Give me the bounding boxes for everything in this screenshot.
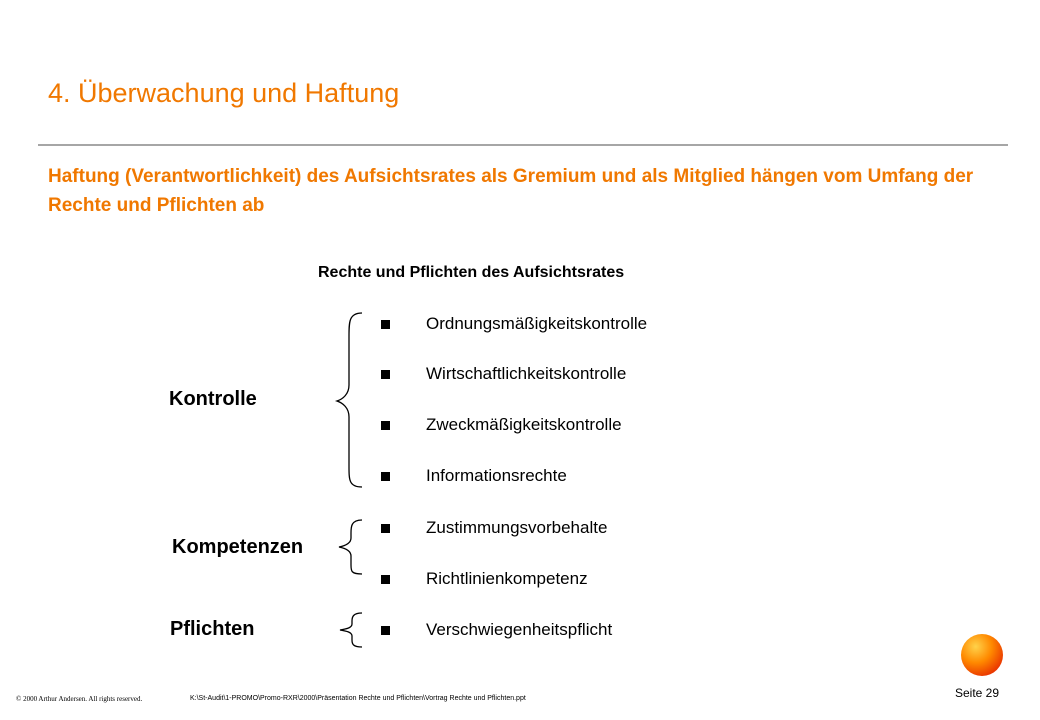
- list-item: [381, 414, 622, 436]
- slide-title: 4. Überwachung und Haftung: [48, 78, 400, 108]
- item-text: Richtlinienkompetenz: [426, 569, 588, 588]
- page-number: Seite 29: [955, 686, 1000, 700]
- orange-sphere-logo-icon: [961, 634, 1003, 676]
- section-heading: Rechte und Pflichten des Aufsichtsrates: [318, 264, 625, 281]
- square-bullet-icon: [381, 320, 390, 329]
- item-text: Wirtschaftlichkeitskontrolle: [426, 364, 627, 383]
- square-bullet-icon: [381, 370, 390, 379]
- list-item: [381, 363, 626, 385]
- footer-copyright: © 2000 Arthur Andersen. All rights reserved.: [16, 695, 143, 703]
- slide-subtitle: Haftung (Verantwortlichkeit) des Aufsichtsrates als Gremium und als Mitglied hängen vom Umfang der Rechte und Pflichten ab: [48, 166, 974, 216]
- list-item: [381, 619, 612, 641]
- item-text: Verschwiegenheitspflicht: [426, 620, 613, 639]
- group-label-kompetenzen: Kompetenzen: [172, 536, 304, 558]
- list-item: [381, 313, 647, 335]
- group-label-kontrolle: Kontrolle: [169, 388, 257, 410]
- square-bullet-icon: [381, 575, 390, 584]
- group-label-pflichten: Pflichten: [170, 618, 255, 640]
- brace-pflichten: [340, 613, 362, 647]
- list-item: [381, 517, 607, 539]
- footer-file-path: K:\St-Audit\1-PROMO\Promo-RXR\2000\Präsentation Rechte und Pflichten\Vortrag Rechte und Pflichten.ppt: [190, 695, 526, 702]
- brace-kompetenzen: [339, 520, 362, 574]
- square-bullet-icon: [381, 524, 390, 533]
- list-item: [381, 465, 567, 487]
- item-text: Zustimmungsvorbehalte: [426, 518, 608, 537]
- square-bullet-icon: [381, 472, 390, 481]
- square-bullet-icon: [381, 626, 390, 635]
- item-text: Zweckmäßigkeitskontrolle: [426, 415, 622, 434]
- brace-kontrolle: [337, 313, 362, 487]
- item-text: Informationsrechte: [426, 466, 567, 485]
- item-text: Ordnungsmäßigkeitskontrolle: [426, 314, 648, 333]
- list-item: [381, 568, 588, 590]
- square-bullet-icon: [381, 421, 390, 430]
